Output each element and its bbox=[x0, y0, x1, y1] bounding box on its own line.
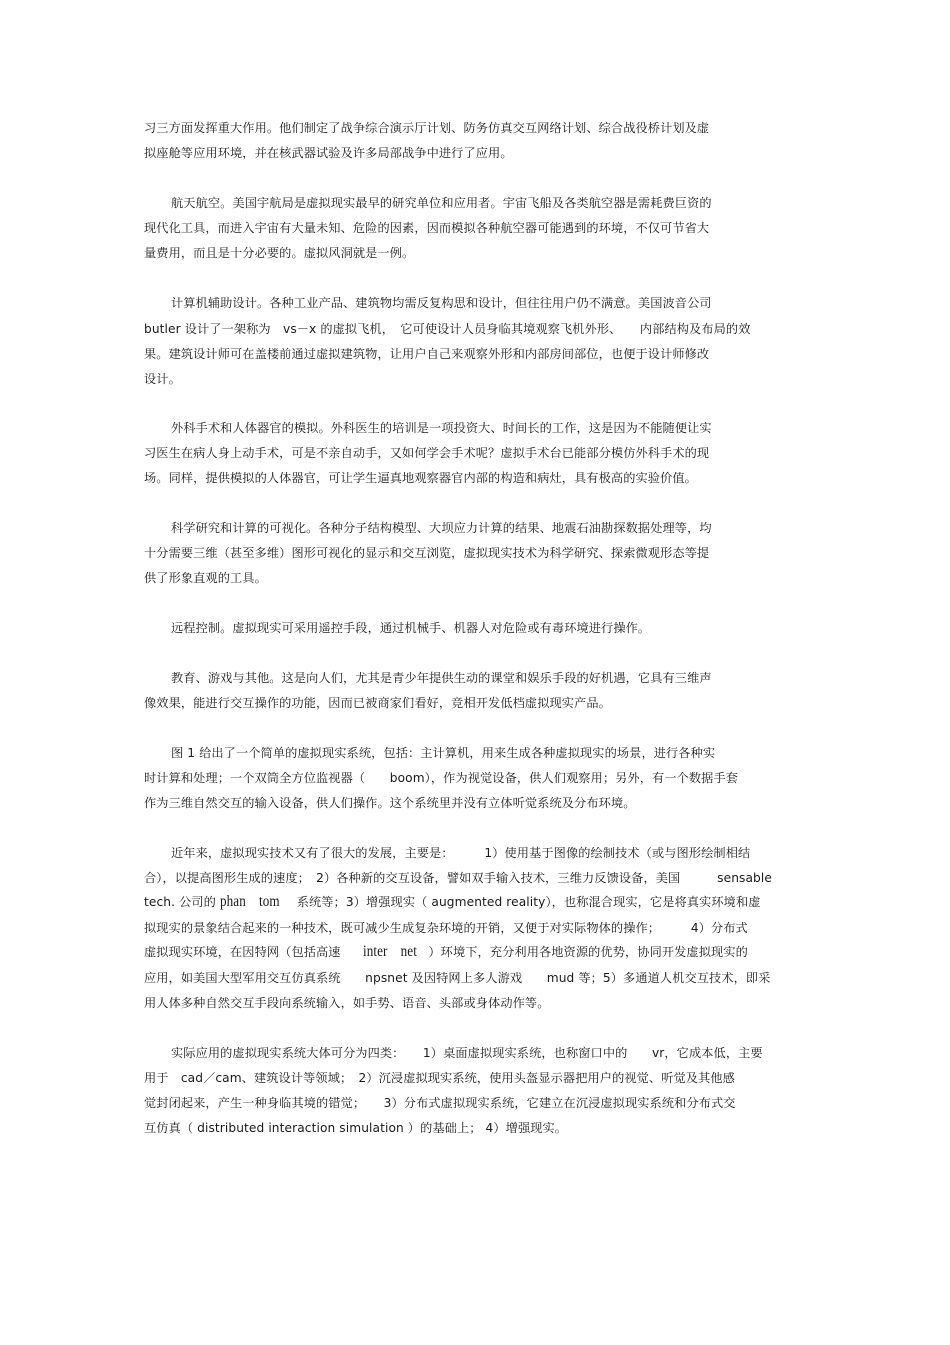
text-line: 航天航空。美国宇航局是虚拟现实最早的研究单位和应用者。宇宙飞船及各类航空器是需耗费巨资的 bbox=[171, 196, 712, 210]
text-line: 果。建筑设计师可在盖楼前通过虚拟建筑物，让用户自己来观察外形和内部房间部位，也便于设计师修改 bbox=[144, 347, 710, 361]
text-line: 时计算和处理；一个双筒全方位监视器（ boom），作为视觉设备，供人们观察用；另外，有一个数据手套 bbox=[144, 771, 739, 785]
text-line: 作为三维自然交互的输入设备，供人们操作。这个系统里并没有立体听觉系统及分布环境。 bbox=[144, 796, 636, 810]
text-line: 觉封闭起来，产生一种身临其境的错觉； 3）分布式虚拟现实系统，它建立在沉浸虚拟现实系统和分布式交 bbox=[144, 1096, 736, 1110]
inline-term-internet: inter net bbox=[362, 943, 417, 960]
text-line: 合），以提高图形生成的速度； 2）各种新的交互设备，譬如双手输入技术，三维力反馈设备，美国 sensable bbox=[144, 871, 772, 885]
text-line: 拟现实的景象结合起来的一种技术，既可减少生成复杂环境的开销，又便于对实际物体的操作； 4）分布式 bbox=[144, 921, 748, 935]
text-line: 用于 cad／cam、建筑设计等领域； 2）沉浸虚拟现实系统，使用头盔显示器把用户的视觉、听觉及其他感 bbox=[144, 1071, 735, 1085]
text-line: 实际应用的虚拟现实系统大体可分为四类： 1）桌面虚拟现实系统，也称窗口中的 vr，它成本低，主要 bbox=[171, 1046, 763, 1060]
text-line: 互仿真（ distributed interaction simulation ）的基础上； 4）增强现实。 bbox=[144, 1121, 568, 1135]
text-line: 近年来，虚拟现实技术又有了很大的发展，主要是： 1）使用基于图像的绘制技术（或与图形绘制相结 bbox=[171, 846, 751, 860]
text-line: 习三方面发挥重大作用。他们制定了战争综合演示厅计划、防务仿真交互网络计划、综合战役桥计划及虚 bbox=[144, 121, 710, 135]
text-line: 供了形象直观的工具。 bbox=[144, 571, 267, 585]
text-fragment: 虚拟现实环境，在因特网（包括高速 bbox=[144, 945, 341, 959]
text-fragment: tech. 公司的 bbox=[144, 895, 216, 909]
text-line: 像效果，能进行交互操作的功能，因而已被商家们看好，竞相开发低档虚拟现实产品。 bbox=[144, 696, 611, 710]
text-fragment: ）环境下，充分利用各地资源的优势，协同开发虚拟现实的 bbox=[428, 945, 748, 959]
text-line: 应用，如美国大型军用交互仿真系统 npsnet 及因特网上多人游戏 mud 等；5）多通道人机交互技术，即采 bbox=[144, 971, 771, 985]
text-line: 远程控制。虚拟现实可采用遥控手段，通过机械手、机器人对危险或有毒环境进行操作。 bbox=[171, 621, 651, 635]
text-line: 十分需要三维（甚至多维）图形可视化的显示和交互浏览，虚拟现实技术为科学研究、探索微观形态等提 bbox=[144, 546, 710, 560]
text-line: 量费用，而且是十分必要的。虚拟风洞就是一例。 bbox=[144, 246, 415, 260]
text-line: 图 1 给出了一个简单的虚拟现实系统，包括：主计算机，用来生成各种虚拟现实的场景，进行各种实 bbox=[171, 746, 716, 760]
text-line: 科学研究和计算的可视化。各种分子结构模型、大坝应力计算的结果、地震石油勘探数据处理等，均 bbox=[171, 521, 712, 535]
text-line: 设计。 bbox=[144, 372, 181, 386]
text-line: 计算机辅助设计。各种工业产品、建筑物均需反复构思和设计，但往往用户仍不满意。美国波音公司 bbox=[171, 296, 712, 310]
text-line: 现代化工具，而进入宇宙有大量未知、危险的因素，因而模拟各种航空器可能遇到的环境，不仅可节省大 bbox=[144, 221, 710, 235]
text-line: 拟座舱等应用环境，并在核武器试验及许多局部战争中进行了应用。 bbox=[144, 146, 513, 160]
text-line: butler 设计了一架称为 vs－x 的虚拟飞机， 它可使设计人员身临其境观察飞机外形、 内部结构及布局的效 bbox=[144, 322, 751, 336]
text-line: 外科手术和人体器官的模拟。外科医生的培训是一项投资大、时间长的工作，这是因为不能随便让实 bbox=[171, 421, 712, 435]
inline-term-phantom: phan tom bbox=[219, 893, 280, 910]
text-line: 习医生在病人身上动手术，可是不亲自动手，又如何学会手术呢？虚拟手术台已能部分模仿外科手术的现 bbox=[144, 446, 710, 460]
text-line: 场。同样，提供模拟的人体器官，可让学生逼真地观察器官内部的构造和病灶，具有极高的实验价值。 bbox=[144, 471, 697, 485]
text-line: 用人体多种自然交互手段向系统输入，如手势、语音、头部或身体动作等。 bbox=[144, 996, 550, 1010]
text-fragment: 系统等；3）增强现实（ augmented reality），也称混合现实，它是将真实环境和虚 bbox=[296, 895, 761, 909]
text-line bbox=[144, 894, 761, 910]
text-line: 教育、游戏与其他。这是向人们，尤其是青少年提供生动的课堂和娱乐手段的好机遇，它具有三维声 bbox=[171, 671, 712, 685]
text-line bbox=[144, 944, 748, 960]
